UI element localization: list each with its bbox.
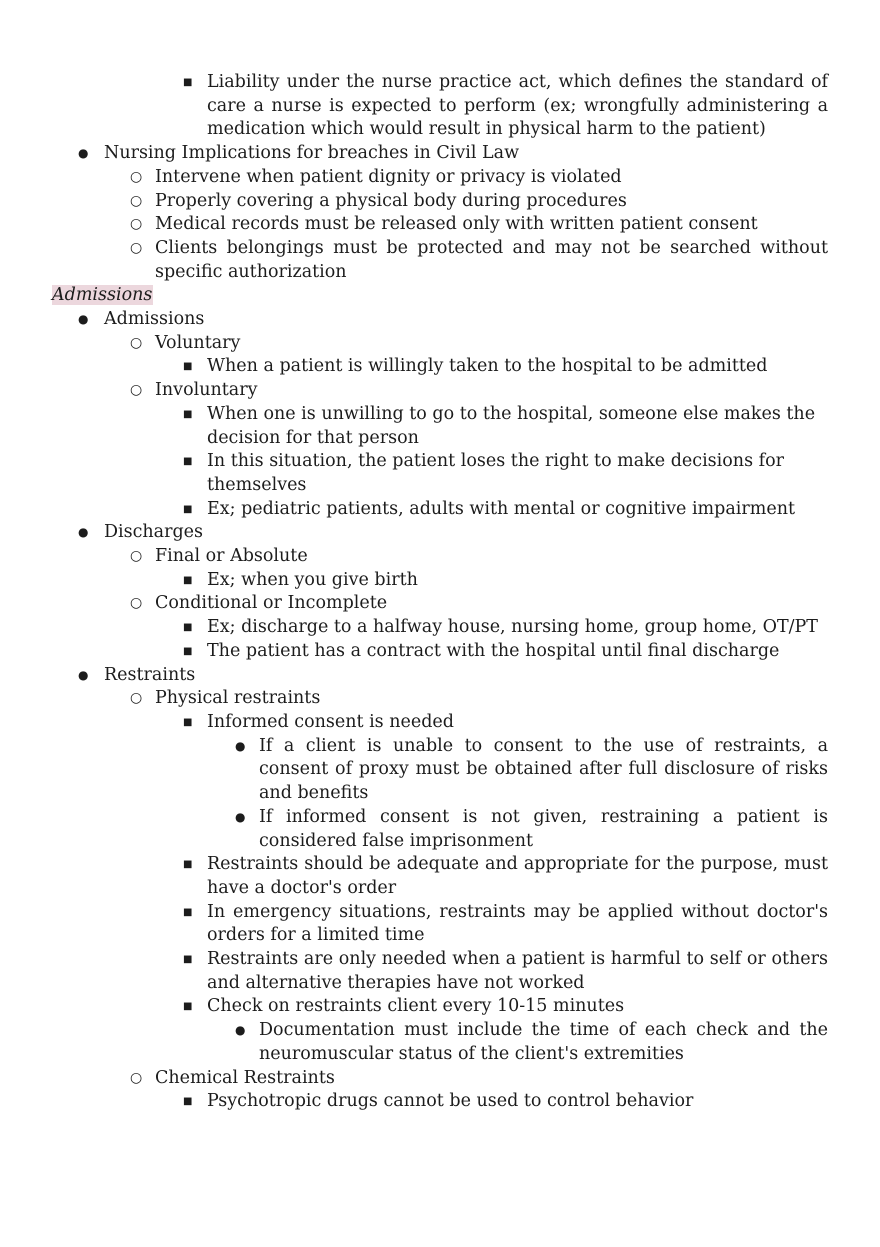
square-bullet-icon: ■ xyxy=(183,622,193,634)
square-bullet-icon: ■ xyxy=(183,408,193,420)
square-bullet-icon: ■ xyxy=(183,574,193,586)
disc-bullet-icon: ● xyxy=(235,1023,246,1038)
square-bullet-icon: ■ xyxy=(183,456,193,468)
list-item-level-3 xyxy=(0,450,828,497)
list-item-level-2 xyxy=(0,545,828,569)
list-item-text: Nursing Implications for breaches in Civil Law xyxy=(104,143,520,164)
square-bullet-icon: ■ xyxy=(183,906,193,918)
list-item-text: Admissions xyxy=(104,309,205,330)
list-item-level-2 xyxy=(0,237,828,284)
list-item-text: Ex; discharge to a halfway house, nursing home, group home, OT/PT xyxy=(207,617,818,638)
list-item-text: Informed consent is needed xyxy=(207,711,454,732)
list-item-level-2 xyxy=(0,332,828,356)
list-item-level-3 xyxy=(0,616,828,640)
list-item-text: Physical restraints xyxy=(155,688,321,709)
list-item-text: The patient has a contract with the hospital until final discharge xyxy=(207,640,780,661)
list-item-level-1 xyxy=(0,521,828,545)
disc-bullet-icon: ● xyxy=(235,738,246,753)
list-item-text: In this situation, the patient loses the right to make decisions for themselves xyxy=(207,451,784,495)
list-item-text: Check on restraints client every 10-15 minutes xyxy=(207,996,625,1017)
list-item-text: Properly covering a physical body during procedures xyxy=(155,190,627,211)
circle-bullet-icon: ○ xyxy=(130,1069,143,1086)
square-bullet-icon: ■ xyxy=(183,361,193,373)
square-bullet-icon: ■ xyxy=(183,503,193,515)
circle-bullet-icon: ○ xyxy=(130,595,143,612)
disc-bullet-icon: ● xyxy=(78,667,89,682)
list-item-level-3 xyxy=(0,498,828,522)
section-heading-text: Admissions xyxy=(52,285,153,306)
list-item-text: Conditional or Incomplete xyxy=(155,593,388,614)
circle-bullet-icon: ○ xyxy=(130,168,143,185)
outline-list xyxy=(0,71,880,1114)
circle-bullet-icon: ○ xyxy=(130,548,143,565)
list-item-text: Ex; when you give birth xyxy=(207,569,418,590)
list-item-level-1 xyxy=(0,142,828,166)
disc-bullet-icon: ● xyxy=(78,146,89,161)
section-heading xyxy=(0,284,880,308)
list-item-level-1 xyxy=(0,308,828,332)
list-item-level-2 xyxy=(0,1067,828,1091)
list-item-level-4 xyxy=(0,1019,828,1066)
list-item-text: Restraints xyxy=(104,664,196,685)
list-item-text: Documentation must include the time of each check and the neuromuscular status of the client's extremities xyxy=(259,1020,828,1064)
list-item-level-3 xyxy=(0,355,828,379)
square-bullet-icon: ■ xyxy=(183,954,193,966)
square-bullet-icon: ■ xyxy=(183,1001,193,1013)
circle-bullet-icon: ○ xyxy=(130,334,143,351)
list-item-text: Restraints are only needed when a patient is harmful to self or others and alternative therapies have not worked xyxy=(207,949,828,993)
list-item-text: Discharges xyxy=(104,522,204,543)
list-item-text: If a client is unable to consent to the use of restraints, a consent of proxy must be obtained after full disclosure of risks and benefits xyxy=(259,735,828,804)
list-item-level-3 xyxy=(0,569,828,593)
list-item-text: Clients belongings must be protected and may not be searched without specific authorization xyxy=(155,237,828,282)
list-item-level-3 xyxy=(0,1090,828,1114)
circle-bullet-icon: ○ xyxy=(130,690,143,707)
list-item-level-4 xyxy=(0,806,828,853)
disc-bullet-icon: ● xyxy=(235,809,246,824)
disc-bullet-icon: ● xyxy=(78,312,89,327)
list-item-level-3 xyxy=(0,995,828,1019)
circle-bullet-icon: ○ xyxy=(130,239,143,256)
circle-bullet-icon: ○ xyxy=(130,192,143,209)
list-item-text: If informed consent is not given, restraining a patient is considered false imprisonment xyxy=(259,806,828,851)
list-item-text: Intervene when patient dignity or privacy is violated xyxy=(155,166,622,187)
list-item-level-3 xyxy=(0,853,828,900)
list-item-text: Restraints should be adequate and appropriate for the purpose, must have a doctor's order xyxy=(207,854,828,898)
list-item-level-2 xyxy=(0,592,828,616)
list-item-level-3 xyxy=(0,403,828,450)
list-item-level-1 xyxy=(0,664,828,688)
square-bullet-icon: ■ xyxy=(183,859,193,871)
list-item-level-3 xyxy=(0,711,828,735)
square-bullet-icon: ■ xyxy=(183,77,193,88)
square-bullet-icon: ■ xyxy=(183,1096,193,1108)
list-item-text: Chemical Restraints xyxy=(155,1067,335,1088)
list-item-text: When a patient is willingly taken to the hospital to be admitted xyxy=(207,356,768,377)
list-item-text: Involuntary xyxy=(155,380,258,401)
circle-bullet-icon: ○ xyxy=(130,216,143,233)
square-bullet-icon: ■ xyxy=(183,645,193,657)
list-item-text: Psychotropic drugs cannot be used to control behavior xyxy=(207,1091,694,1112)
list-item-text: When one is unwilling to go to the hospital, someone else makes the decision for that person xyxy=(207,403,816,448)
square-bullet-icon: ■ xyxy=(183,716,193,728)
list-item-text: Medical records must be released only with written patient consent xyxy=(155,214,758,235)
list-item-text: Voluntary xyxy=(155,332,241,353)
list-item-level-2 xyxy=(0,687,828,711)
list-item-text: Liability under the nurse practice act, which defines the standard of care a nurse is expected to perform (ex; wrongfully administering a medication which would result in physical harm to the patient) xyxy=(207,72,828,140)
list-item-level-2 xyxy=(0,213,828,237)
circle-bullet-icon: ○ xyxy=(130,382,143,399)
list-item-level-3 xyxy=(0,901,828,948)
disc-bullet-icon: ● xyxy=(78,525,89,540)
list-item-level-2 xyxy=(0,379,828,403)
list-item-text: Final or Absolute xyxy=(155,546,308,567)
list-item-text: In emergency situations, restraints may be applied without doctor's orders for a limited time xyxy=(207,901,828,946)
list-item-text: Ex; pediatric patients, adults with mental or cognitive impairment xyxy=(207,498,796,519)
list-item-level-3 xyxy=(0,640,828,664)
list-item-level-3 xyxy=(0,948,828,995)
list-item-level-2 xyxy=(0,190,828,214)
list-item-level-2 xyxy=(0,166,828,190)
list-item-level-3 xyxy=(0,71,828,142)
list-item-level-4 xyxy=(0,735,828,806)
